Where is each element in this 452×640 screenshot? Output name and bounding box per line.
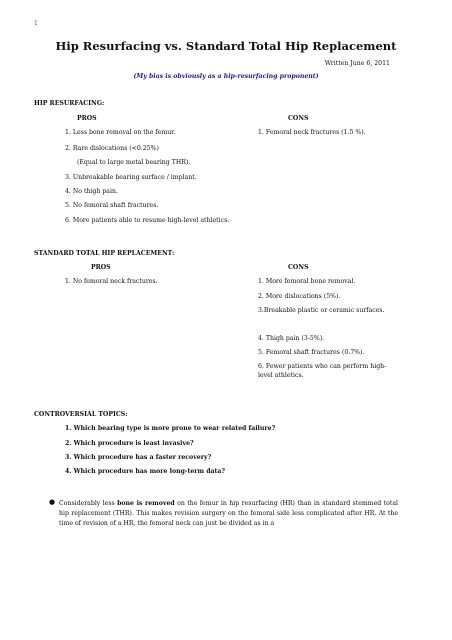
thr-con-item: 2. More dislocations (5%). xyxy=(258,293,341,300)
hr-pro-item: 5. No femoral shaft fractures. xyxy=(65,202,159,209)
hr-pros-label: PROS xyxy=(77,115,97,122)
bias-note: (My bias is obviously as a hip-resurfacing proponent) xyxy=(133,73,319,80)
hr-pro-item-note: (Equal to large metal bearing THR). xyxy=(77,159,191,166)
controversial-item: 2. Which procedure is least invasive? xyxy=(65,440,194,447)
hr-pro-item: 4. No thigh pain. xyxy=(65,188,118,195)
bullet-paragraph xyxy=(59,499,398,529)
hr-pro-item: 1. Less bone removal on the femur. xyxy=(65,129,176,136)
thr-con-item: 5. Femoral shaft fractures (0.7%). xyxy=(258,349,365,356)
controversial-item: 1. Which bearing type is more prone to wear related failure? xyxy=(65,425,276,432)
thr-con-item: 6. Fewer patients who can perform high-level athletics. xyxy=(258,363,387,379)
bullet-icon: ● xyxy=(49,498,56,506)
thr-con-item: 4. Thigh pain (3-5%). xyxy=(258,335,325,342)
written-date: Written June 6, 2011 xyxy=(324,60,390,67)
thr-con-item: 1. More femoral bone removal. xyxy=(258,278,356,285)
controversial-item: 3. Which procedure has a faster recovery? xyxy=(65,454,212,461)
document-title: Hip Resurfacing vs. Standard Total Hip Replacement xyxy=(55,39,397,53)
hip-resurfacing-heading: HIP RESURFACING: xyxy=(34,100,105,107)
bullet-text-2: on the femur in hip resurfacing (HR) than in standard stemmed total hip replacement (THR). This makes revision surgery on the femoral side less complicated after HR. At the time of revision of a HR, the femoral neck can just be divided as in a xyxy=(59,500,398,527)
bullet-text-bold: bone is removed xyxy=(117,500,175,507)
thr-pros-label: PROS xyxy=(91,264,111,271)
hr-cons-label: CONS xyxy=(288,115,309,122)
page-number: 1 xyxy=(34,20,38,27)
hr-pro-item: 2. Rare dislocations (<0.25%) xyxy=(65,145,159,152)
controversial-heading: CONTROVERSIAL TOPICS: xyxy=(34,411,128,418)
thr-pro-item: 1. No femoral neck fractures. xyxy=(65,278,158,285)
hr-pro-item: 3. Unbreakable bearing surface / implant. xyxy=(65,174,197,181)
standard-thr-heading: STANDARD TOTAL HIP REPLACEMENT: xyxy=(34,250,175,257)
controversial-item: 4. Which procedure has more long-term data? xyxy=(65,468,226,475)
thr-cons-label: CONS xyxy=(288,264,309,271)
thr-con-item: 3.Breakable plastic or ceramic surfaces. xyxy=(258,307,385,314)
hr-pro-item: 6. More patients able to resume high-level athletics. xyxy=(65,217,230,224)
bullet-text-1: Considerably less xyxy=(59,500,118,507)
hr-con-item: 1. Femoral neck fractures (1.5 %). xyxy=(258,129,366,136)
